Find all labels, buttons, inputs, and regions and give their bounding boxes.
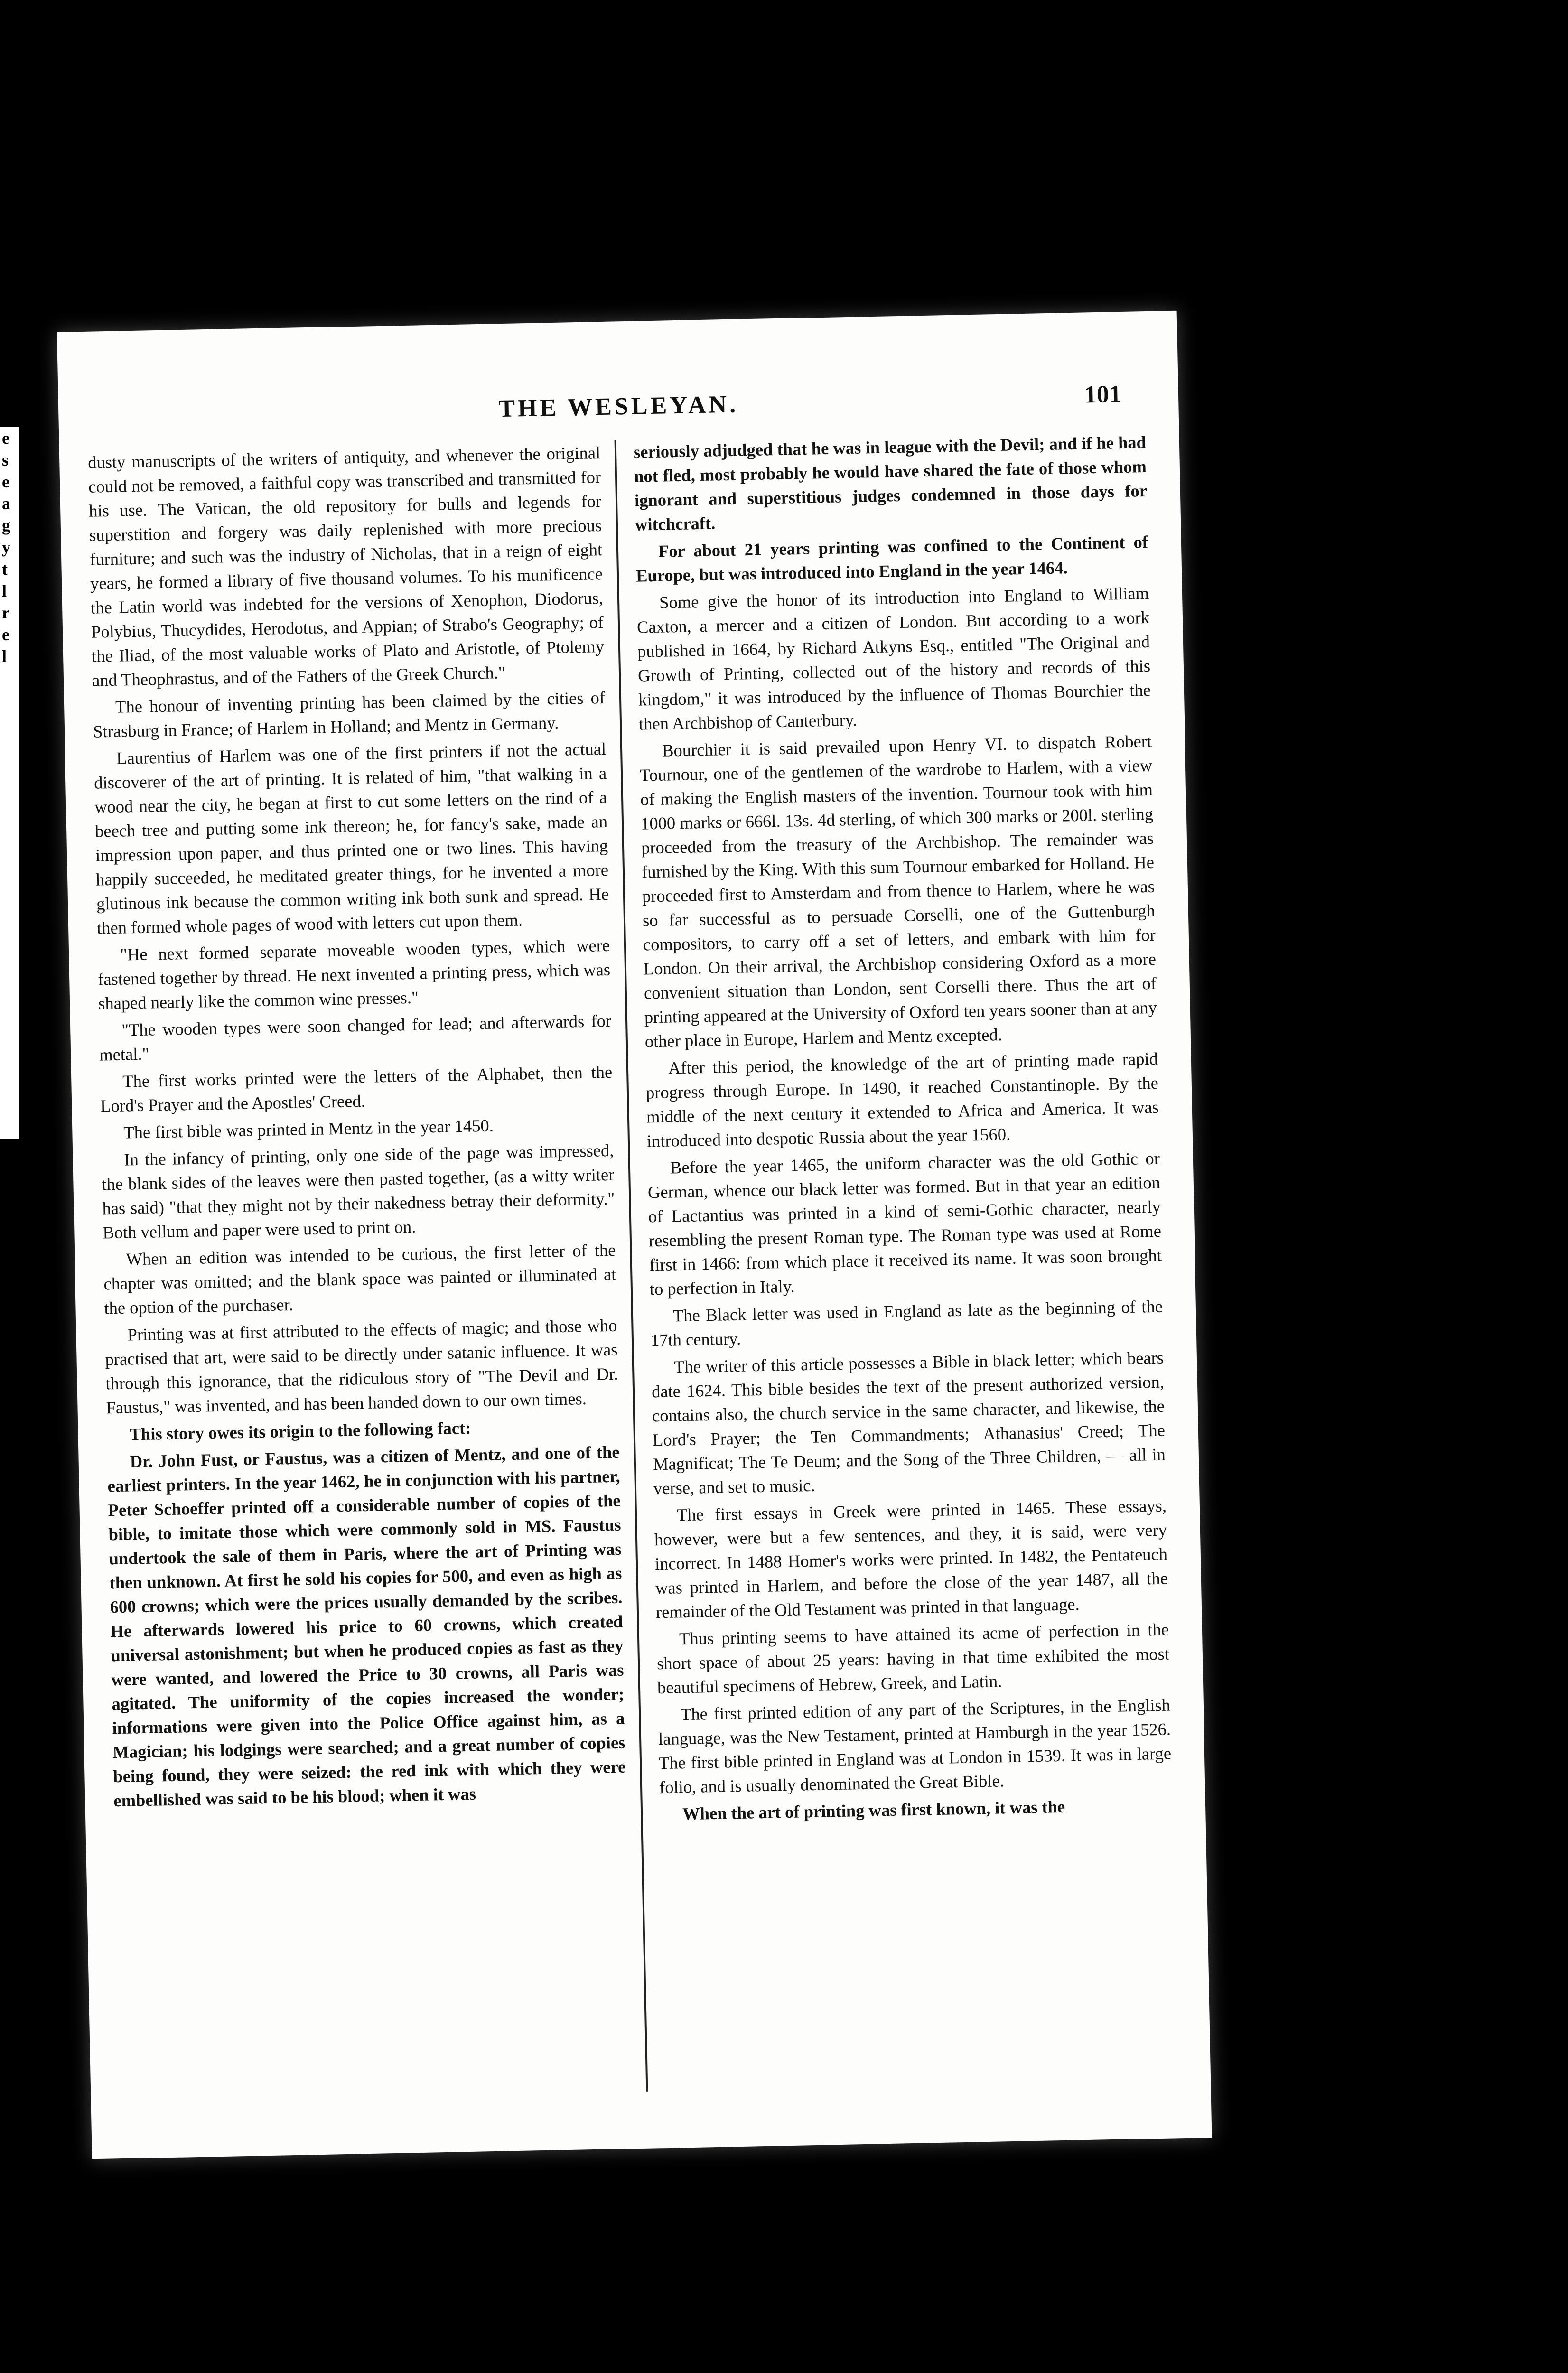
edge-letter: a xyxy=(2,494,10,513)
paragraph: Some give the honor of its introduction into England to William Caxton, a mercer and a citizen of London. But according to a work published in 1664, by Richard Atkyns Esq., entitled "The Original and Growth of Printing, collected out of the history and records of this kingdom," it was introduced by the influence of Thomas Bourchier the then Archbishop of Canterbury. xyxy=(636,583,1151,734)
paragraph: The writer of this article possesses a Bible in black letter; which bears date 1624. This bible besides the text of the present authorized version, contains also, the church service in the same character, and likewise, the Lord's Prayer; the Ten Commandments; Athanasius' Creed; The Magnificat; The Te Deum; and the Song of the Three Children, — all in verse, and set to music. xyxy=(651,1347,1166,1498)
paragraph: Bourchier it is said prevailed upon Henry VI. to dispatch Robert Tournour, one of the gentlemen of the wardrobe to Harlem, with a view of making the English masters of the invention. Tournour took with him 1000 marks or 666l. 13s. 4d sterling, of which 300 marks or 200l. sterling proceeded from the treasury of the Archbishop. The remainder was furnished by the King. With this sum Tournour embarked for Holland. He proceeded first to Amsterdam and from thence to Harlem, where he was so far successful as to persuade Corselli, one of the Guttenburgh compositors, to carry off a set of letters, and embark with him for London. On their arrival, the Archbishop considering Oxford as a more convenient situation than London, sent Corselli there. Thus the art of printing appeared at the University of Oxford ten years sooner than at any other place in Europe, Harlem and Mentz excepted. xyxy=(639,731,1157,1051)
paragraph: For about 21 years printing was confined to the Continent of Europe, but was introduced into England in the year 1464. xyxy=(635,532,1148,586)
paragraph: seriously adjudged that he was in league with the Devil; and if he had not fled, most probably he would have shared the fate of those whom ignorant and superstitious judges condemned in those days for witchcraft. xyxy=(633,432,1148,534)
edge-letter: e xyxy=(2,472,9,491)
paragraph: The honour of inventing printing has been claimed by the cities of Strasburg in France; of Harlem in Holland; and Mentz in Germany. xyxy=(93,687,606,741)
paragraph: After this period, the knowledge of the art of printing made rapid progress through Europe. In 1490, it reached Constantinople. By the middle of the next century it extended to Africa and America. It was introduced into despotic Russia about the year 1560. xyxy=(645,1048,1159,1151)
edge-letter: l xyxy=(2,581,7,600)
paragraph: dusty manuscripts of the writers of antiquity, and whenever the original could not be removed, a faithful copy was transcribed and transmitted for his use. The Vatican, the old repository for bulls and legends for superstition and forgery was daily replenished with more precious furniture; and such was the industry of Nicholas, that in a reign of eight years, he formed a library of five thousand volumes. To his munificence the Latin world was indebted for the versions of Xenophon, Diodorus, Polybius, Thucydides, Herodotus, and Appian; of Strabo's Geography; of the Iliad, of the most valuable works of Plato and Aristotle, of Ptolemy and Theophrastus, and of the Fathers of the Greek Church." xyxy=(87,443,605,690)
paragraph: The first printed edition of any part of the Scriptures, in the English language, was the New Testament, printed at Hamburgh in the year 1526. The first bible printed in England was at London in 1539. It was in large folio, and is usually denominated the Great Bible. xyxy=(658,1695,1172,1797)
adjacent-page-edge xyxy=(0,427,19,1139)
paragraph: Printing was at first attributed to the effects of magic; and those who practised that art, were said to be directly under satanic influence. It was through this ignorance, that the ridiculous story of "The Devil and Dr. Faustus," was invented, and has been handed down to our own times. xyxy=(105,1315,618,1418)
paragraph: Dr. John Fust, or Faustus, was a citizen of Mentz, and one of the earliest printers. In the year 1462, he in conjunction with his partner, Peter Schoeffer printed off a considerable number of copies of the bible, to imitate those which were commonly sold in MS. Faustus undertook the sale of them in Paris, where the art of Printing was then unknown. At first he sold his copies for 500, and even as high as 600 crowns; which were the prices usually demanded by the scribes. He afterwards lowered his price to 60 crowns, which created universal astonishment; but when he produced copies as fast as they were wanted, and lowered the Price to 30 crowns, all Paris was agitated. The uniformity of the copies increased the wonder; informations were given into the Police Office against him, as a Magician; his lodgings were searched; and a great number of copies being found, they were seized: the red ink with which they were embellished was said to be his blood; when it was xyxy=(107,1442,626,1811)
paragraph: When an edition was intended to be curious, the first letter of the chapter was omitted; and the blank space was painted or illuminated at the option of the purchaser. xyxy=(103,1240,616,1318)
edge-letter: l xyxy=(2,647,7,666)
paragraph: The first works printed were the letters of the Alphabet, then the Lord's Prayer and the Apostles' Creed. xyxy=(100,1062,613,1116)
document-page xyxy=(57,311,1212,2159)
edge-letter: e xyxy=(2,429,9,448)
running-header xyxy=(115,380,1122,436)
paragraph: "He next formed separate moveable wooden types, which were fastened together by thread. He next invented a printing press, which was shaped nearly like the common wine presses." xyxy=(97,935,611,1013)
paragraph: The first bible was printed in Mentz in the year 1450. xyxy=(123,1115,494,1142)
paragraph: Laurentius of Harlem was one of the first printers if not the actual discoverer of the art of printing. It is related of him, "that walking in a wood near the city, he began at first to cut some letters on the rind of a beech tree and putting some ink thereon; he, for fancy's sake, made an impression upon paper, and thus printed one or two lines. This having happily succeeded, he meditated greater things, for he invented a more glutinous ink because the common writing ink both sunk and spread. He then formed whole pages of wood with letters cut upon them. xyxy=(93,738,609,938)
edge-letter: s xyxy=(2,450,9,469)
paragraph: Before the year 1465, the uniform character was the old Gothic or German, whence our black letter was formed. But in that year an edition of Lactantius was printed in a kind of semi-Gothic character, nearly resembling the present Roman type. The Roman type was used at Rome first in 1466: from which place it received its name. It was soon brought to perfection in Italy. xyxy=(647,1148,1162,1299)
journal-title: THE WESLEYAN. xyxy=(498,391,739,423)
right-column xyxy=(634,430,1178,2091)
paragraph: Thus printing seems to have attained its acme of perfection in the short space of about 25 years: having in that time exhibited the most beautiful specimens of Hebrew, Greek, and Latin. xyxy=(656,1619,1170,1698)
edge-letter: y xyxy=(2,538,10,557)
edge-letter: e xyxy=(2,625,9,644)
edge-letter: t xyxy=(2,560,8,579)
left-column xyxy=(88,440,632,2102)
paragraph: When the art of printing was first known, it was the xyxy=(682,1796,1065,1824)
paragraph: This story owes its origin to the following fact: xyxy=(129,1418,471,1444)
paragraph: In the infancy of printing, only one side of the page was impressed, the blank sides of the leaves were then pasted together, (as a witty writer has said) "that they might not by their nakedness betray their deformity." Both vellum and paper were used to print on. xyxy=(102,1140,615,1243)
edge-letter: g xyxy=(2,516,10,535)
paragraph: The first essays in Greek were printed in 1465. These essays, however, were but a few sentences, and they, it is said, were very incorrect. In 1488 Homer's works were printed. In 1482, the Pentateuch was printed in Harlem, and before the close of the year 1487, all the remainder of the Old Testament was printed in that language. xyxy=(654,1495,1168,1622)
paragraph: The Black letter was used in England as late as the beginning of the 17th century. xyxy=(650,1296,1163,1350)
text-columns xyxy=(88,430,1182,2102)
edge-letter: r xyxy=(2,603,9,622)
page-number: 101 xyxy=(1084,380,1122,409)
paragraph: "The wooden types were soon changed for lead; and afterwards for metal." xyxy=(99,1010,612,1065)
